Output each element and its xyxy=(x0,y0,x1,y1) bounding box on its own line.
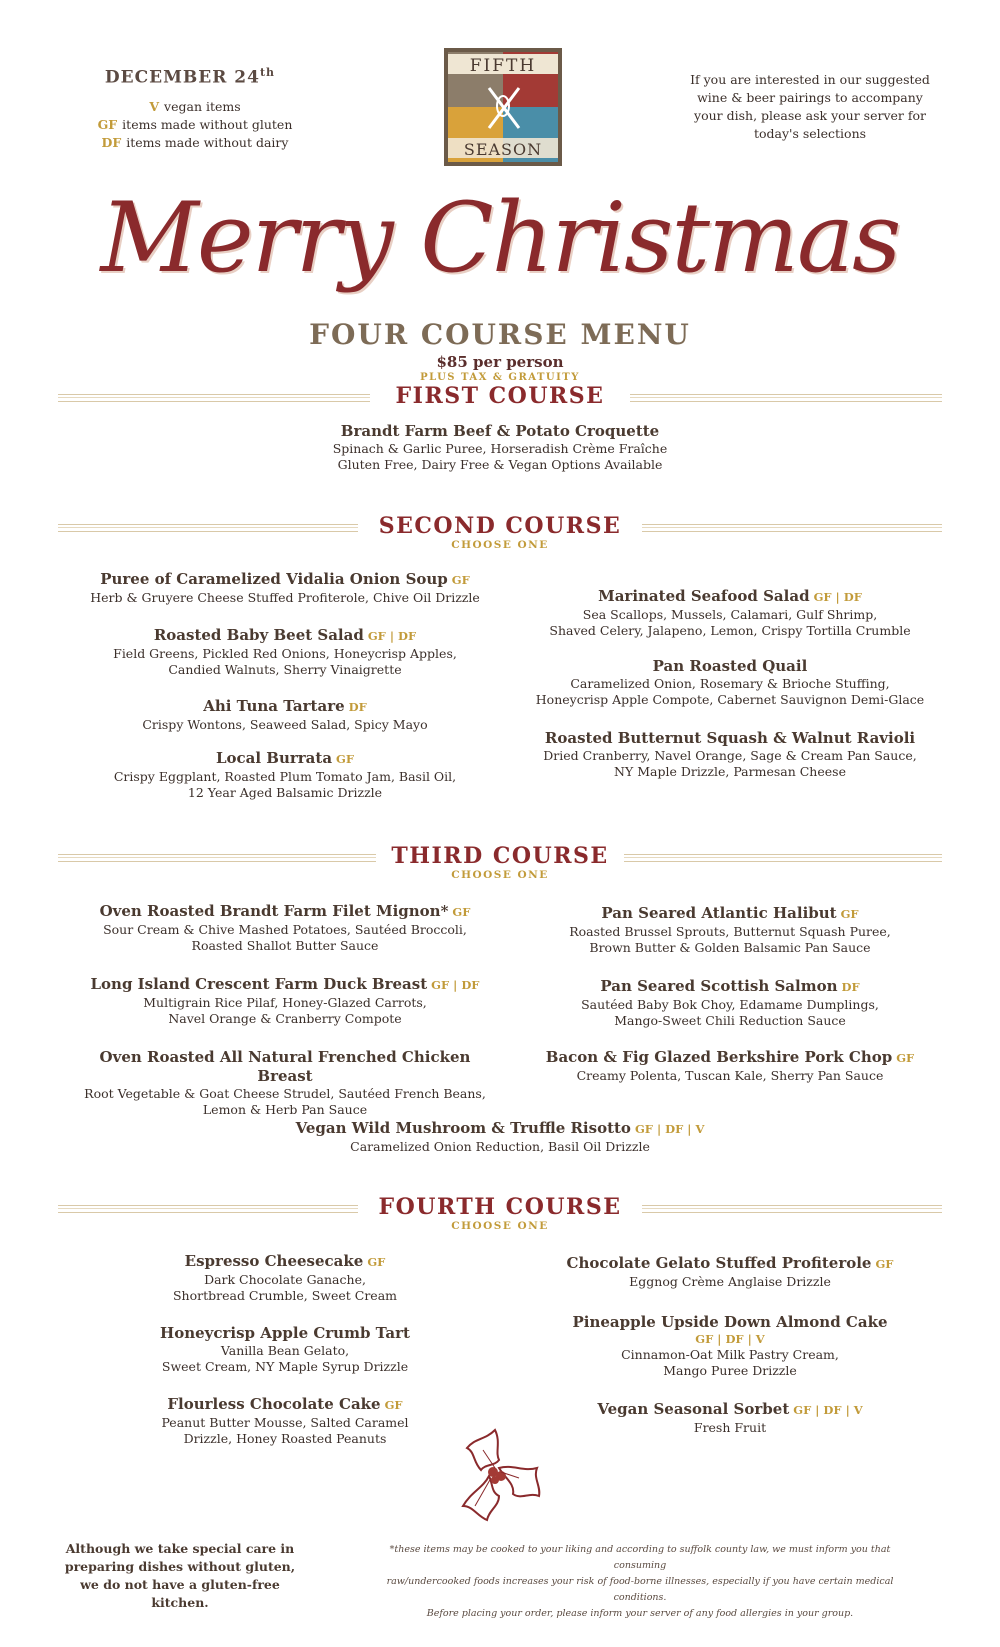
dish-name: Oven Roasted Brandt Farm Filet Mignon* xyxy=(99,902,449,920)
dish-name: Chocolate Gelato Stuffed Profiterole xyxy=(566,1254,872,1272)
dish-tags: GF | DF | V xyxy=(695,1332,765,1346)
dish-tags: GF xyxy=(384,1398,403,1412)
dish-name: Honeycrisp Apple Crumb Tart xyxy=(160,1324,410,1342)
dish-name: Pan Seared Atlantic Halibut xyxy=(601,904,837,922)
dish-desc: Dark Chocolate Ganache, xyxy=(204,1272,366,1287)
dish-desc: Peanut Butter Mousse, Salted Caramel xyxy=(161,1415,409,1430)
dish-desc: Creamy Polenta, Tuscan Kale, Sherry Pan Sauce xyxy=(576,1068,884,1083)
second-course-title: SECOND COURSE xyxy=(378,513,622,539)
dish-sorbet xyxy=(520,1400,940,1436)
dish-desc: Candied Walnuts, Sherry Vinaigrette xyxy=(168,662,402,677)
logo-bottom-text: SEASON xyxy=(463,140,543,159)
dish-salmon xyxy=(520,977,940,1029)
notice-line: raw/undercooked foods increases your risk of food-borne illnesses, especially if you have certain medical conditions. xyxy=(386,1576,894,1603)
dish-name: Flourless Chocolate Cake xyxy=(167,1395,381,1413)
dish-desc: Cinnamon-Oat Milk Pastry Cream, xyxy=(621,1347,839,1362)
dish-desc: Multigrain Rice Pilaf, Honey-Glazed Carrots, xyxy=(143,995,427,1010)
third-course-choose: CHOOSE ONE xyxy=(451,869,549,881)
dish-risotto xyxy=(200,1119,800,1155)
third-course-title: THIRD COURSE xyxy=(391,843,609,869)
dish-desc: Drizzle, Honey Roasted Peanuts xyxy=(183,1431,387,1446)
dish-desc: Roasted Shallot Butter Sauce xyxy=(191,938,379,953)
dish-tags: GF xyxy=(896,1051,915,1065)
dish-name: Puree of Caramelized Vidalia Onion Soup xyxy=(100,570,448,588)
dish-desc: Sour Cream & Chive Mashed Potatoes, Sautéed Broccoli, xyxy=(103,922,467,937)
dish-desc: Mango-Sweet Chili Reduction Sauce xyxy=(614,1013,846,1028)
dish-desc: Brown Butter & Golden Balsamic Pan Sauce xyxy=(589,940,871,955)
dish-desc: Sautéed Baby Bok Choy, Edamame Dumplings, xyxy=(581,997,879,1012)
dish-name: Oven Roasted All Natural Frenched Chicken Breast xyxy=(99,1048,471,1085)
food-safety-notice xyxy=(380,1542,900,1622)
second-course-choose: CHOOSE ONE xyxy=(451,539,549,551)
menu-price: $85 per person xyxy=(436,353,564,371)
dish-desc: NY Maple Drizzle, Parmesan Cheese xyxy=(614,764,846,779)
dish-tags: GF | DF xyxy=(431,978,480,992)
fourth-course-title: FOURTH COURSE xyxy=(378,1194,622,1220)
dish-seafood-salad xyxy=(520,587,940,639)
dish-desc: Crispy Wontons, Seaweed Salad, Spicy Mayo xyxy=(142,717,428,732)
dish-name: Pan Seared Scottish Salmon xyxy=(600,977,838,995)
price-note: PLUS TAX & GRATUITY xyxy=(420,372,580,383)
logo-top-text: FIFTH xyxy=(469,56,537,76)
dish-options: Gluten Free, Dairy Free & Vegan Options Available xyxy=(337,457,663,472)
dish-desc: Eggnog Crème Anglaise Drizzle xyxy=(629,1274,831,1289)
dish-name: Long Island Crescent Farm Duck Breast xyxy=(90,975,428,993)
dish-desc: 12 Year Aged Balsamic Drizzle xyxy=(187,785,383,800)
dish-name: Vegan Wild Mushroom & Truffle Risotto xyxy=(295,1119,631,1137)
legend-row-gluten: GF items made without gluten xyxy=(97,117,293,132)
dish-desc: Roasted Brussel Sprouts, Butternut Squash Puree, xyxy=(569,924,891,939)
dish-desc: Mango Puree Drizzle xyxy=(663,1363,797,1378)
dish-tags: GF xyxy=(840,907,859,921)
dish-desc: Honeycrisp Apple Compote, Cabernet Sauvignon Demi-Glace xyxy=(535,692,925,707)
dish-desc: Shaved Celery, Jalapeno, Lemon, Crispy Tortilla Crumble xyxy=(549,623,911,638)
fourth-course-choose: CHOOSE ONE xyxy=(451,1220,549,1232)
first-course-dish xyxy=(250,422,750,473)
dish-espresso-cheesecake xyxy=(80,1252,490,1304)
dish-apple-tart xyxy=(80,1324,490,1375)
dish-desc: Vanilla Bean Gelato, xyxy=(220,1343,350,1358)
dish-pork-chop xyxy=(520,1048,940,1084)
dish-tags: GF xyxy=(336,752,355,766)
dish-tags: GF xyxy=(451,573,470,587)
dish-ravioli xyxy=(520,729,940,780)
dish-desc: Shortbread Crumble, Sweet Cream xyxy=(172,1288,398,1303)
date-suffix: th xyxy=(259,66,276,79)
dish-desc: Sweet Cream, NY Maple Syrup Drizzle xyxy=(161,1359,409,1374)
dish-desc: Herb & Gruyere Cheese Stuffed Profiterole, Chive Oil Drizzle xyxy=(90,590,480,605)
dish-tags: GF | DF | V xyxy=(634,1122,705,1136)
holly-icon xyxy=(445,1420,555,1530)
dish-tags: DF xyxy=(841,980,860,994)
dish-tags: GF xyxy=(367,1255,386,1269)
dish-name: Ahi Tuna Tartare xyxy=(203,697,345,715)
dish-name: Brandt Farm Beef & Potato Croquette xyxy=(340,422,660,440)
notice-line: Before placing your order, please inform your server of any food allergies in your group. xyxy=(426,1608,854,1619)
dish-tags: GF xyxy=(875,1257,894,1271)
dish-name: Pan Roasted Quail xyxy=(652,657,808,675)
dish-name: Espresso Cheesecake xyxy=(184,1252,364,1270)
dish-desc: Fresh Fruit xyxy=(693,1420,767,1435)
dish-name: Local Burrata xyxy=(215,749,333,767)
dish-name: Pineapple Upside Down Almond Cake xyxy=(572,1313,888,1331)
dish-name: Marinated Seafood Salad xyxy=(598,587,810,605)
dish-tags: GF | DF | V xyxy=(793,1403,863,1417)
menu-date: DECEMBER 24th xyxy=(104,66,276,88)
dish-profiterole xyxy=(520,1254,940,1290)
gluten-disclaimer: Although we take special care in preparing dishes without gluten, we do not have a gluten-free kitchen. xyxy=(64,1541,296,1610)
dish-duck-breast xyxy=(80,975,490,1027)
menu-subtitle: FOUR COURSE MENU xyxy=(309,318,691,351)
dish-tags: GF xyxy=(452,905,471,919)
dish-desc: Crispy Eggplant, Roasted Plum Tomato Jam, Basil Oil, xyxy=(113,769,457,784)
dish-chocolate-cake xyxy=(80,1395,490,1447)
dish-name: Roasted Butternut Squash & Walnut Ravioli xyxy=(544,729,916,747)
pairing-note: If you are interested in our suggested wine & beer pairings to accompany your dish, please ask your server for today's selections xyxy=(690,72,930,141)
dish-desc: Spinach & Garlic Puree, Horseradish Crème Fraîche xyxy=(332,441,668,456)
dish-beet-salad xyxy=(80,626,490,678)
dish-desc: Dried Cranberry, Navel Orange, Sage & Cream Pan Sauce, xyxy=(543,748,917,763)
dish-filet-mignon xyxy=(80,902,490,954)
dish-desc: Root Vegetable & Goat Cheese Strudel, Sautéed French Beans, xyxy=(84,1086,486,1101)
fifth-season-logo xyxy=(444,48,562,166)
dish-desc: Sea Scallops, Mussels, Calamari, Gulf Shrimp, xyxy=(582,607,878,622)
dish-desc: Caramelized Onion Reduction, Basil Oil Drizzle xyxy=(350,1139,650,1154)
dish-almond-cake xyxy=(520,1313,940,1379)
dish-onion-soup xyxy=(80,570,490,606)
page-title: Merry Christmas xyxy=(100,182,900,294)
dish-desc: Navel Orange & Cranberry Compote xyxy=(168,1011,402,1026)
dish-tags: DF xyxy=(348,700,367,714)
dish-name: Roasted Baby Beet Salad xyxy=(153,626,364,644)
dish-desc: Lemon & Herb Pan Sauce xyxy=(202,1102,368,1117)
first-course-title: FIRST COURSE xyxy=(395,383,605,409)
dietary-legend xyxy=(80,98,310,152)
legend-row-vegan: V vegan items xyxy=(149,99,241,114)
dish-burrata xyxy=(80,749,490,801)
dish-name: Vegan Seasonal Sorbet xyxy=(597,1400,790,1418)
dish-chicken-breast xyxy=(80,1048,490,1118)
dish-tuna-tartare xyxy=(80,697,490,733)
dish-quail xyxy=(520,657,940,708)
dish-tags: GF | DF xyxy=(367,629,417,643)
legend-row-dairy: DF items made without dairy xyxy=(101,135,289,150)
dish-name: Bacon & Fig Glazed Berkshire Pork Chop xyxy=(545,1048,893,1066)
dish-desc: Field Greens, Pickled Red Onions, Honeycrisp Apples, xyxy=(113,646,457,661)
dish-halibut xyxy=(520,904,940,956)
dish-desc: Caramelized Onion, Rosemary & Brioche Stuffing, xyxy=(570,676,890,691)
dish-tags: GF | DF xyxy=(813,590,862,604)
notice-line: *these items may be cooked to your liking and according to suffolk county law, we must inform you that consuming xyxy=(389,1544,891,1571)
